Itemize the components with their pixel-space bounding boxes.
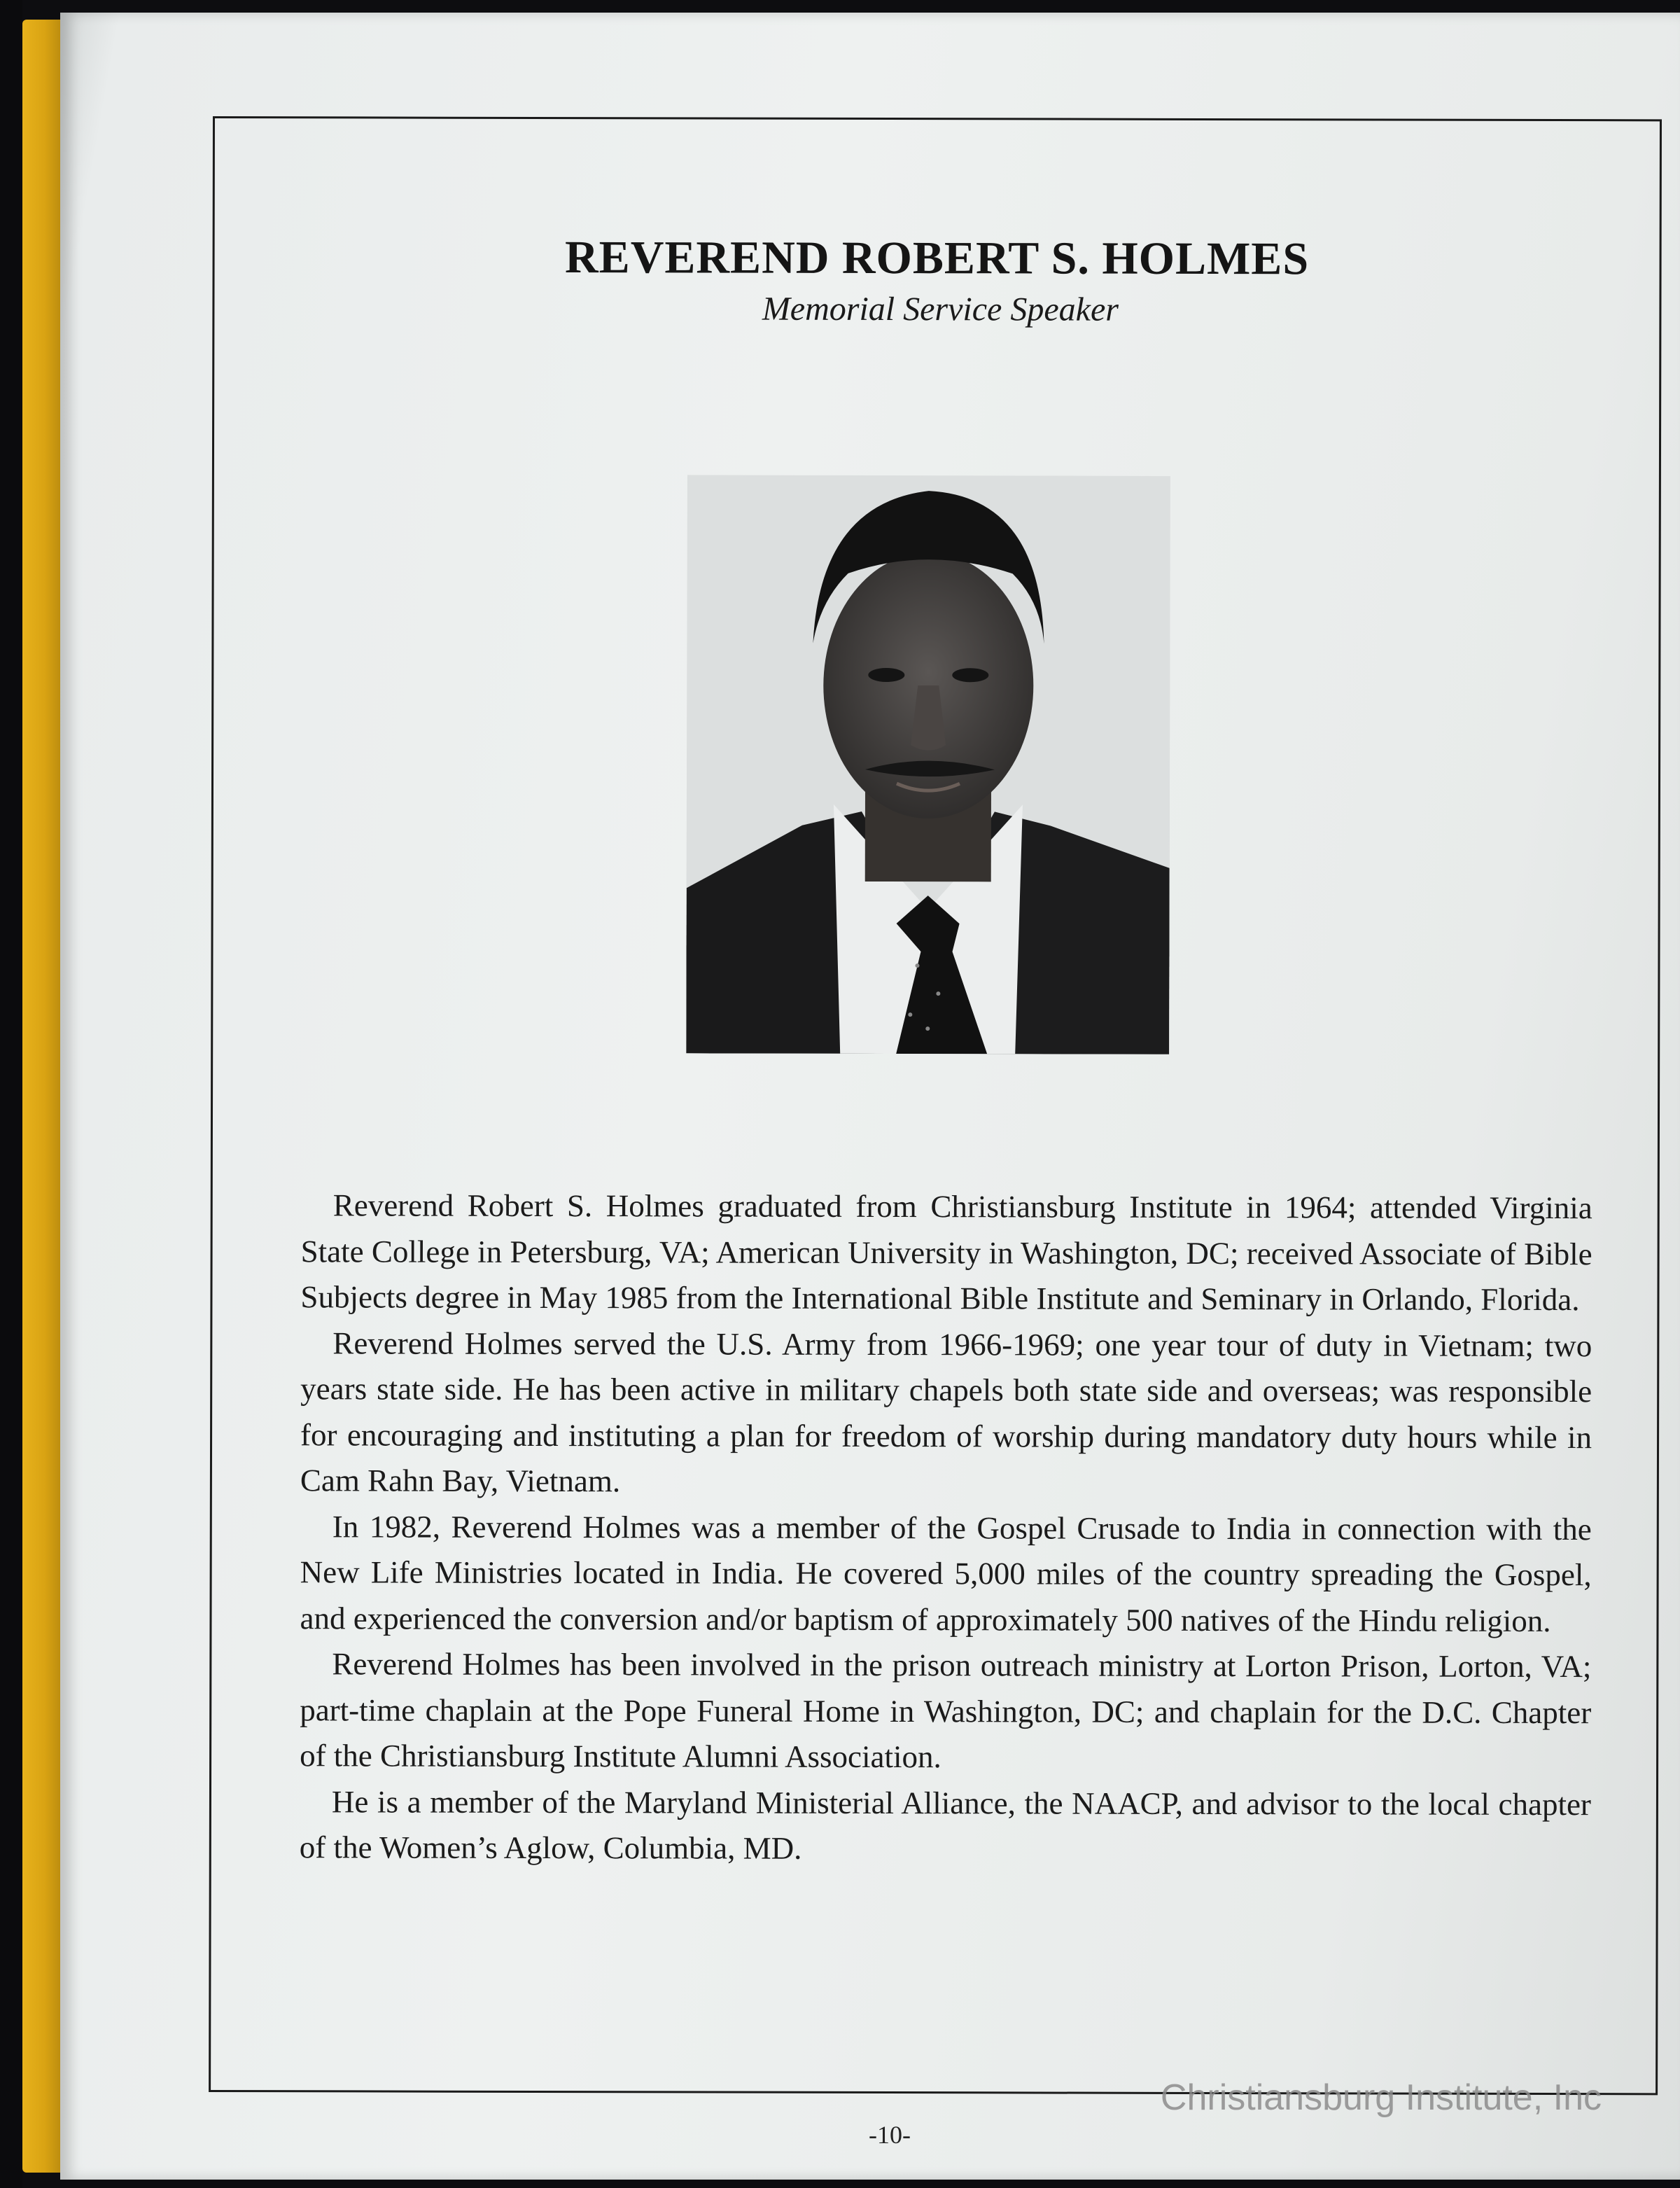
bio-paragraph-2: Reverend Holmes served the U.S. Army from 1966-1969; one year tour of duty in Vietnam; two years state side. He has been active in military chapels both state side and overseas; was responsible for encouraging and instituting a plan for freedom of worship during mandatory duty hours while in Cam Rahn Bay, Vietnam. [300,1325,1592,1499]
bio-paragraph-3: In 1982, Reverend Holmes was a member of the Gospel Crusade to India in connection with the New Life Ministries located in India. He covered 5,000 miles of the country spreading the Gospel, and experienced the conversion and/or baptism of approximately 500 natives of the Hindu religion. [300,1508,1592,1638]
binder-edge [0,0,22,2188]
portrait-photo [686,475,1170,1054]
bio-paragraph-5: He is a member of the Maryland Ministerial Alliance, the NAACP, and advisor to the local chapter of the Women’s Aglow, Columbia, MD. [299,1783,1592,1866]
watermark: Christiansburg Institute, Inc [1160,2077,1602,2118]
page-subtitle: Memorial Service Speaker [762,290,1119,328]
portrait-icon [686,475,1170,1054]
yellow-cover-edge [22,20,63,2173]
program-page [60,13,1680,2180]
bio-paragraph-1: Reverend Robert S. Holmes graduated from Christiansburg Institute in 1964; attended Virginia State College in Petersburg, VA; American University in Washington, DC; received Associate of Bible Subjects degree in May 1985 from the International Bible Institute and Seminary in Orlando, Florida. [300,1187,1592,1318]
biography-text [300,1183,1592,1873]
page-title: REVEREND ROBERT S. HOLMES [564,232,1310,285]
page-number: -10- [869,2121,911,2149]
bio-paragraph-4: Reverend Holmes has been involved in the prison outreach ministry at Lorton Prison, Lorton, VA; part-time chaplain at the Pope Funeral Home in Washington, DC; and chaplain for the D.C. Chapter of the Christiansburg Institute Alumni Association. [300,1646,1592,1775]
page-border-frame [209,116,1662,2095]
